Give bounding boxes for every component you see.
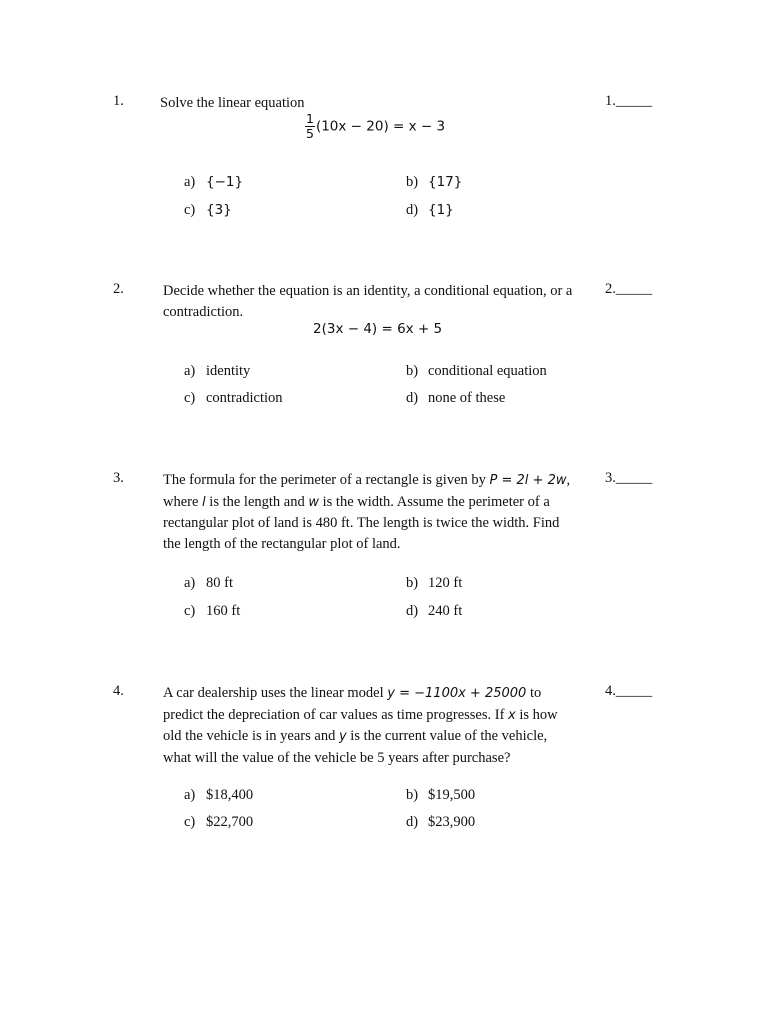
choice-text: conditional equation: [428, 363, 547, 379]
equation: 2(3x − 4) = 6x + 5: [313, 321, 443, 337]
stem-line: contradiction.: [163, 303, 244, 320]
stem-line: [163, 726, 593, 748]
answer-blank: 4._____: [605, 683, 653, 699]
choice-d[interactable]: [406, 202, 454, 219]
choice-a[interactable]: [184, 787, 253, 804]
choice-letter: d): [406, 202, 419, 218]
choice-b[interactable]: [406, 363, 547, 380]
stem-text: is the width. Assume the perimeter of a: [319, 493, 550, 510]
choice-letter: b): [406, 363, 419, 379]
choice-c[interactable]: [184, 202, 232, 219]
choice-d[interactable]: [406, 603, 462, 620]
perimeter-formula: P = 2l + 2w: [489, 473, 567, 488]
question-stem: [163, 683, 593, 768]
question-number: 1.: [113, 93, 124, 109]
question-stem: [163, 281, 572, 322]
fraction-denominator: 5: [306, 126, 314, 141]
stem-line: the length of the rectangular plot of land.: [163, 535, 401, 552]
variable-w: w: [308, 494, 320, 510]
choice-text: contradiction: [206, 390, 283, 406]
choice-letter: a): [184, 787, 196, 803]
stem-text: ,: [566, 472, 571, 488]
choice-letter: c): [184, 390, 196, 406]
choice-a[interactable]: [184, 363, 250, 380]
choice-letter: a): [184, 174, 196, 190]
choice-text: identity: [206, 363, 251, 379]
stem-text: is the current value of the vehicle,: [346, 728, 548, 744]
stem-text: is how: [515, 706, 558, 723]
stem-line: [163, 705, 593, 727]
equation: [305, 112, 445, 141]
choice-b[interactable]: [406, 174, 462, 191]
choice-letter: d): [406, 603, 419, 619]
question-number: 2.: [113, 281, 124, 297]
choice-c[interactable]: [184, 814, 253, 831]
variable-y: y: [338, 729, 347, 744]
stem-text: is the length and: [205, 493, 309, 510]
stem-text: old the vehicle is in years and: [163, 728, 339, 744]
fraction-numerator: 1: [306, 111, 314, 126]
stem-text: where: [163, 493, 203, 510]
choice-letter: b): [406, 174, 419, 190]
choice-letter: c): [184, 202, 196, 218]
choice-text: 240 ft: [428, 603, 463, 619]
choice-letter: a): [184, 363, 196, 379]
fraction: [305, 112, 315, 141]
question-stem: Solve the linear equation: [160, 95, 305, 111]
choice-text: {17}: [428, 174, 463, 190]
stem-line: [163, 683, 593, 705]
choice-a[interactable]: [184, 174, 243, 191]
question-stem: [163, 470, 593, 554]
choice-letter: b): [406, 575, 419, 591]
choice-letter: a): [184, 575, 196, 591]
choice-letter: c): [184, 814, 196, 830]
stem-line: [163, 492, 593, 514]
choice-text: 160 ft: [206, 603, 241, 619]
variable-x: x: [508, 707, 516, 723]
stem-text: predict the depreciation of car values as time progresses. If: [163, 706, 509, 723]
linear-model: y = −1100x + 25000: [387, 686, 527, 701]
question-number: 3.: [113, 470, 124, 486]
stem-text: A car dealership uses the linear model: [163, 685, 388, 701]
variable-l: l: [202, 494, 206, 510]
choice-text: {3}: [206, 202, 232, 218]
choice-c[interactable]: [184, 603, 240, 620]
choice-text: 120 ft: [428, 575, 463, 591]
choice-text: $19,500: [428, 787, 476, 803]
choice-b[interactable]: [406, 787, 475, 804]
choice-text: $22,700: [206, 814, 254, 830]
choice-text: {−1}: [206, 174, 244, 190]
choice-letter: b): [406, 787, 419, 803]
choice-letter: d): [406, 390, 419, 406]
choice-d[interactable]: [406, 390, 505, 407]
stem-line: Decide whether the equation is an identity, a conditional equation, or a: [163, 283, 573, 299]
choice-d[interactable]: [406, 814, 475, 831]
choice-text: none of these: [428, 390, 506, 406]
stem-text: to: [526, 685, 542, 701]
choice-text: 80 ft: [206, 575, 233, 591]
choice-c[interactable]: [184, 390, 283, 407]
choice-letter: c): [184, 603, 196, 619]
stem-line: what will the value of the vehicle be 5 years after purchase?: [163, 749, 511, 766]
choice-text: $23,900: [428, 814, 476, 830]
answer-blank: 2._____: [605, 281, 653, 297]
equation-body: (10x − 20) = x − 3: [315, 118, 446, 135]
answer-blank: 3._____: [605, 470, 653, 486]
choice-text: {1}: [428, 202, 454, 218]
choice-letter: d): [406, 814, 419, 830]
choice-a[interactable]: [184, 575, 233, 592]
stem-line: rectangular plot of land is 480 ft. The length is twice the width. Find: [163, 515, 560, 531]
stem-text: The formula for the perimeter of a rectangle is given by: [163, 472, 490, 488]
stem-line: [163, 470, 593, 492]
choice-b[interactable]: [406, 575, 462, 592]
question-number: 4.: [113, 683, 124, 699]
choice-text: $18,400: [206, 787, 254, 803]
answer-blank: 1._____: [605, 93, 653, 109]
